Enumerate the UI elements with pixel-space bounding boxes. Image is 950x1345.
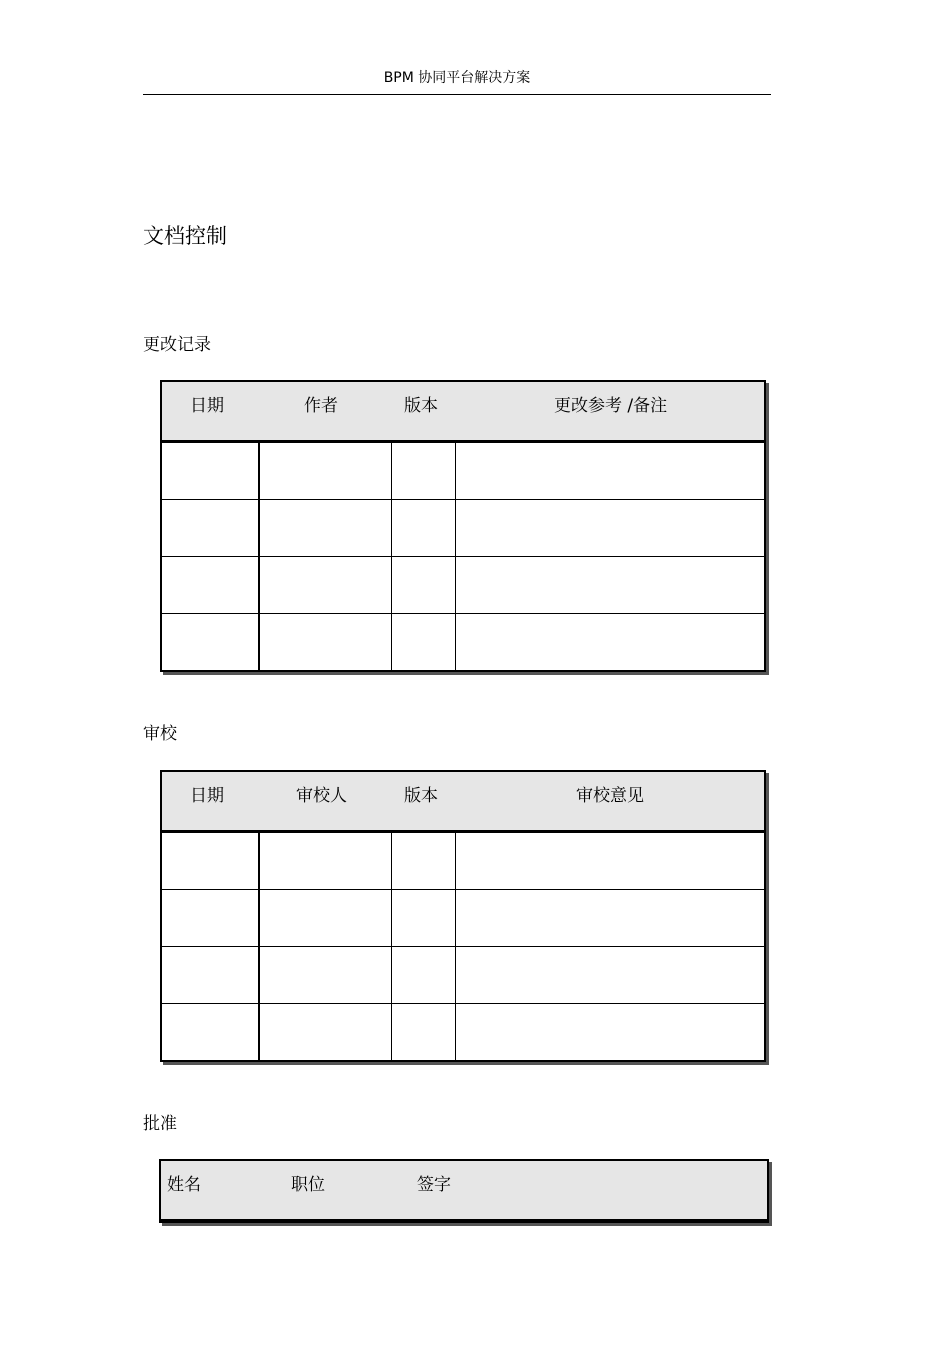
col-version: 版本 [404,396,438,416]
table-row [162,613,764,670]
review-table [160,770,766,1062]
table-row [162,1003,764,1060]
col-name: 姓名 [167,1175,201,1195]
approval-title: 批准 [143,1114,177,1134]
table-row [162,499,764,556]
col-position: 职位 [291,1175,325,1195]
change-log-header [162,382,764,443]
table-row [162,556,764,613]
col-signature: 签字 [417,1175,451,1195]
page-title: 文档控制 [143,224,227,248]
approval-header [161,1161,767,1219]
approval-table [159,1159,769,1223]
header-rule [143,94,771,95]
col-notes: 更改参考 /备注 [554,396,668,416]
col-version: 版本 [404,786,438,806]
review-header [162,772,764,833]
col-date: 日期 [190,396,224,416]
col-date: 日期 [190,786,224,806]
table-row [162,443,764,499]
table-row [162,889,764,946]
page-header: BPM 协同平台解决方案 [383,70,531,86]
change-log-title: 更改记录 [143,335,211,355]
table-row [162,946,764,1003]
col-review-comments: 审校意见 [576,786,644,806]
col-reviewer: 审校人 [296,786,347,806]
table-row [162,833,764,889]
col-author: 作者 [304,396,338,416]
change-log-table [160,380,766,672]
review-title: 审校 [143,724,177,744]
